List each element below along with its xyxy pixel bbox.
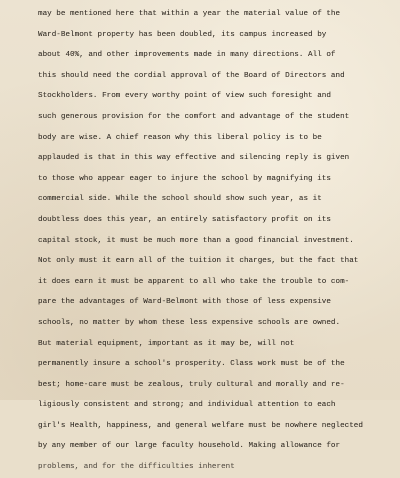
text-line: commercial side. While the school should show such year, as it — [38, 195, 322, 204]
text-line: schools, no matter by whom these less expensive schools are owned. — [38, 318, 341, 327]
typed-text-body — [38, 4, 394, 478]
text-line: best; home-care must be zealous, truly cultural and morally and re- — [38, 380, 345, 389]
text-line: to those who appear eager to injure the school by magnifying its — [38, 174, 331, 183]
text-line: Ward-Belmont property has been doubled, its campus increased by — [38, 30, 327, 39]
text-line: capital stock, it must be much more than a good financial investment. — [38, 236, 354, 245]
text-line: Stockholders. From every worthy point of view such foresight and — [38, 92, 331, 101]
text-line: problems, and for the difficulties inherent — [38, 463, 235, 472]
text-line: permanently insure a school's prosperity. Class work must be of the — [38, 360, 345, 369]
text-line: by any member of our large faculty household. Making allowance for — [38, 442, 341, 451]
text-line: ligiously consistent and strong; and individual attention to each — [38, 401, 336, 410]
text-line: Not only must it earn all of the tuition it charges, but the fact that — [38, 257, 359, 266]
text-line: doubtless does this year, an entirely satisfactory profit on its — [38, 215, 331, 224]
text-line: girl's Health, happiness, and general welfare must be nowhere neglected — [38, 421, 363, 430]
text-line: about 40%, and other improvements made in many directions. All of — [38, 51, 336, 60]
text-line: it does earn it must be apparent to all who take the trouble to com- — [38, 277, 350, 286]
text-line: But material equipment, important as it may be, will not — [38, 339, 295, 348]
text-line: applauded is that in this way effective and silencing reply is given — [38, 154, 350, 163]
text-line: this should need the cordial approval of the Board of Directors and — [38, 71, 345, 80]
text-line: body are wise. A chief reason why this liberal policy is to be — [38, 133, 322, 142]
text-line: may be mentioned here that within a year the material value of the — [38, 10, 341, 18]
text-line: such generous provision for the comfort and advantage of the student — [38, 112, 350, 121]
text-line: pare the advantages of Ward-Belmont with those of less expensive — [38, 298, 331, 307]
